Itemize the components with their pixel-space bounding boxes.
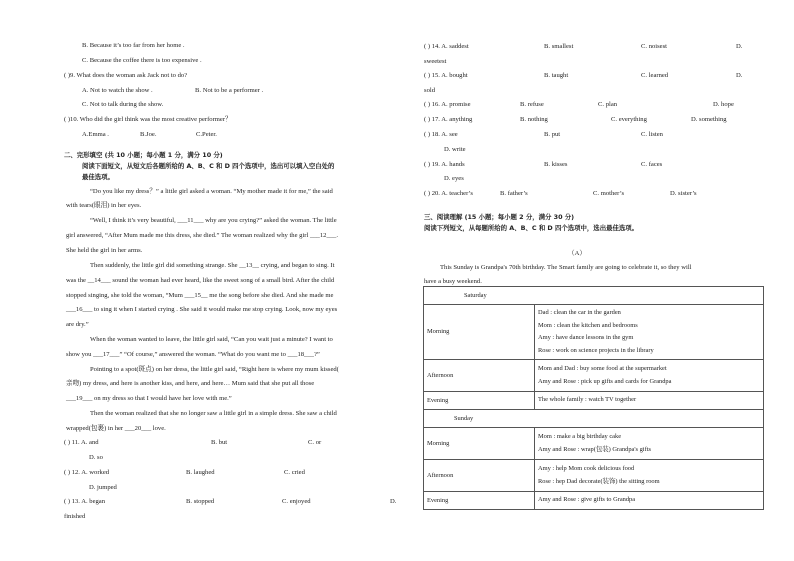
q15-option-c: C. learned (641, 72, 669, 79)
q20-option-b: B. father’s (500, 190, 528, 197)
q9-stem: ( )9. What does the woman ask Jack not to do? (64, 72, 188, 79)
q13-option-d-text: finished (64, 513, 86, 520)
q12-option-d: D. jumped (89, 484, 117, 491)
q10-option-a: A.Emma . (82, 131, 109, 138)
passage-line: When the woman wanted to leave, the little girl said, “Can you wait just a minute? I want to (90, 336, 333, 343)
table-row (424, 428, 764, 460)
q17-stem: ( ) 17. A. anything (424, 116, 473, 123)
q11-option-d: D. so (89, 454, 103, 461)
q8-option-c: C. Because the coffee there is too expensive . (82, 57, 202, 64)
sun-evening-label: Evening (424, 492, 535, 510)
passage-line: “Do you like my dress？” a little girl asked a woman. “My mother made it for me,” the said (90, 188, 333, 195)
q16-option-c: C. plan (598, 101, 618, 108)
q13-option-c: C. enjoyed (282, 498, 311, 505)
q11-stem: ( ) 11. A. and (64, 439, 99, 446)
q16-option-b: B. refuse (520, 101, 544, 108)
sun-afternoon-label: Afternoon (424, 460, 535, 492)
passage-line: Then suddenly, the little girl did something strange. She __13__ crying, and began to sing. It (90, 262, 335, 269)
section2-instruction-1: 阅读下面短文，从短文后各题所给的 A、B、C 和 D 四个选项中，选出可以填入空白处的 (82, 162, 335, 170)
sunday-header: Sunday (424, 410, 764, 428)
passage-line: Then the woman realized that she no longer saw a little girl in a simple dress. She saw a child (90, 410, 337, 417)
q20-option-d: D. sister’s (670, 190, 697, 197)
activity-item: Dad : clean the car in the garden (538, 309, 621, 316)
q8-option-b: B. Because it’s too far from her home . (82, 42, 185, 49)
q11-option-b: B. but (211, 439, 228, 446)
sun-evening-activities (535, 492, 764, 510)
table-row (424, 410, 764, 428)
passage-line: was the __14___ sound the woman had ever heard, like the sweet song of a small bird. After the child (66, 277, 335, 284)
q14-option-d: D. (736, 43, 743, 50)
q13-option-d: D. (390, 498, 397, 505)
q20-option-c: C. mother’s (593, 190, 625, 197)
activity-item: Amy and Rose : give gifts to Grandpa (538, 496, 636, 504)
q9-option-c: C. Not to talk during the show. (82, 101, 164, 108)
sat-afternoon-label: Afternoon (424, 360, 535, 392)
schedule-table (423, 286, 764, 510)
q10-stem: ( )10. Who did the girl think was the most creative performer？ (64, 116, 232, 123)
saturday-header: Saturday (424, 287, 764, 305)
q20-stem: ( ) 20. A. teacher’s (424, 190, 473, 197)
q19-stem: ( ) 19. A. hands (424, 161, 465, 168)
passage-line: are dry.” (66, 321, 89, 328)
q19-option-b: B. kisses (544, 161, 568, 168)
q15-option-d-text: sold (424, 87, 435, 94)
q16-option-d: D. hope (713, 101, 734, 108)
section2-instruction-2: 最佳选项。 (82, 173, 114, 181)
q14-option-c: C. noisest (641, 43, 668, 50)
activity-item: Amy : have dance lessons in the gym (538, 334, 634, 341)
q18-option-b: B. put (544, 131, 561, 138)
q15-stem: ( ) 15. A. bought (424, 72, 468, 79)
q18-option-d: D. write (444, 146, 466, 153)
sun-afternoon-activities (535, 460, 764, 492)
q17-option-d: D. something (691, 116, 727, 123)
q15-option-d: D. (736, 72, 743, 79)
q12-stem: ( ) 12. A. worked (64, 469, 110, 476)
q14-option-d-text: sweetest (424, 58, 447, 65)
sat-morning-label: Morning (424, 305, 535, 360)
table-row (424, 305, 764, 360)
q12-option-b: B. laughed (186, 469, 215, 476)
sat-afternoon-activities (535, 360, 764, 392)
passage-line: show you ___17___” “Of course,” answered the woman. “What do you want me to ___18___?” (66, 351, 320, 358)
passage-line: Pointing to a spot(斑点) on her dress, the little girl said, “Right here is where my mum kissed( (90, 366, 339, 373)
passage-a-line-2: have a busy weekend. (424, 278, 482, 285)
activity-item: Amy and Rose : wrap(包装) Grandpa's gifts (538, 445, 651, 453)
q18-option-c: C. listen (641, 131, 663, 138)
q18-stem: ( ) 18. A. see (424, 131, 458, 138)
activity-item: Mom : clean the kitchen and bedrooms (538, 321, 638, 329)
sat-morning-activities (535, 305, 764, 360)
passage-a-label: （A） (568, 250, 586, 257)
q9-option-b: B. Not to be a performer . (195, 87, 264, 94)
passage-line: wrapped(包裹) in her ___20___ love. (66, 425, 166, 432)
q14-stem: ( ) 14. A. saddest (424, 43, 469, 50)
table-row (424, 392, 764, 410)
q11-option-c: C. or (308, 439, 322, 446)
passage-line: 亲吻) my dress, and here is another kiss, and here, and here… Mum said that she put all those (66, 380, 315, 387)
passage-line: girl answered, “After Mum made me this dress, she died.” The woman realized why the girl ___12___. (66, 232, 338, 239)
q14-option-b: B. smallest (544, 43, 574, 50)
q17-option-b: B. nothing (520, 116, 548, 123)
q12-option-c: C. cried (284, 469, 305, 476)
sat-evening-label: Evening (424, 392, 535, 410)
q9-option-a: A. Not to watch the show . (82, 87, 153, 94)
q19-option-c: C. faces (641, 161, 663, 168)
passage-a-line-1: This Sunday is Grandpa's 70th birthday. The Smart family are going to celebrate it, so they will (440, 264, 692, 271)
table-row (424, 287, 764, 305)
section3-instruction: 阅读下列短文，从每题所给的 A、B、C 和 D 四个选项中，选出最佳选项。 (424, 224, 639, 232)
activity-item: The whole family : watch TV together (538, 396, 637, 404)
activity-item: Amy and Rose : pick up gifts and cards for Grandpa (538, 377, 672, 385)
table-row (424, 460, 764, 492)
section3-title: 三、阅读理解 (15 小题；每小题 2 分，满分 30 分) (424, 213, 575, 221)
activity-item: Rose : work on science projects in the library (538, 346, 654, 354)
q15-option-b: B. taught (544, 72, 569, 79)
passage-line: stopped singing, she told the woman, “Mum ___15__ me the song before she died. And she made me (66, 292, 334, 299)
q17-option-c: C. everything (611, 116, 647, 123)
sat-evening-activities (535, 392, 764, 410)
sun-morning-label: Morning (424, 428, 535, 460)
q13-stem: ( ) 13. A. began (64, 498, 106, 505)
q16-stem: ( ) 16. A. promise (424, 101, 471, 108)
q10-option-b: B.Joe. (140, 131, 157, 138)
q13-option-b: B. stopped (186, 498, 215, 505)
passage-line: “Well, I think it’s very beautiful, ___11___ why are you crying?” asked the woman. The little (90, 217, 337, 224)
passage-line: with tears(眼泪) in her eyes. (66, 202, 142, 209)
activity-item: Rose : hep Dad decorate(装饰) the sitting room (538, 477, 660, 485)
table-row (424, 492, 764, 510)
q19-option-d: D. eyes (444, 175, 464, 182)
passage-line: ___19___ on my dress so that I would have her love with me.” (66, 395, 232, 402)
passage-line: She held the girl in her arms. (66, 247, 143, 254)
section2-title: 二、完形填空 (共 10 小题；每小题 1 分，满分 10 分) (64, 151, 223, 159)
activity-item: Mom and Dad : buy some food at the supermarket (538, 365, 667, 372)
sun-morning-activities (535, 428, 764, 460)
table-row (424, 360, 764, 392)
passage-line: ___16___ to sing it when I started crying . She said it would make me stop crying. Look, now my eyes (66, 306, 338, 313)
activity-item: Mom : make a big birthday cake (538, 433, 622, 440)
activity-item: Amy : help Mom cook delicious food (538, 465, 635, 472)
q10-option-c: C.Peter. (196, 131, 217, 138)
